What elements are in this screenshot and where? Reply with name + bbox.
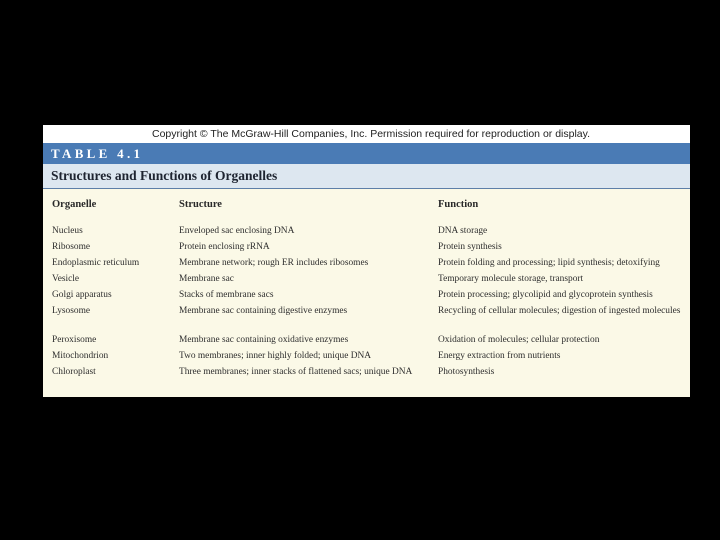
column-header-function: Function	[438, 199, 479, 210]
structure-cell: Protein enclosing rRNA	[179, 242, 270, 252]
table-title: Structures and Functions of Organelles	[43, 164, 690, 188]
column-header-organelle: Organelle	[52, 199, 97, 210]
function-cell: DNA storage	[438, 226, 488, 236]
column-header-structure: Structure	[179, 199, 222, 210]
structure-cell: Three membranes; inner stacks of flattened sacs; unique DNA	[179, 367, 413, 377]
organelle-cell: Endoplasmic reticulum	[52, 258, 140, 268]
function-cell: Recycling of cellular molecules; digestion of ingested molecules	[438, 306, 681, 316]
organelle-cell: Vesicle	[52, 274, 80, 284]
structure-cell: Membrane sac	[179, 274, 234, 284]
function-cell: Protein processing; glycolipid and glycoprotein synthesis	[438, 290, 653, 300]
organelle-cell: Golgi apparatus	[52, 290, 112, 300]
table-header-row	[43, 195, 690, 215]
structure-cell: Enveloped sac enclosing DNA	[179, 226, 295, 236]
function-cell: Energy extraction from nutrients	[438, 351, 561, 361]
organelle-cell: Chloroplast	[52, 367, 96, 377]
organelle-cell: Mitochondrion	[52, 351, 109, 361]
structure-cell: Membrane sac containing oxidative enzymes	[179, 335, 349, 345]
divider	[43, 188, 690, 189]
organelle-cell: Lysosome	[52, 306, 91, 316]
table-number: TABLE 4.1	[43, 143, 690, 164]
function-cell: Protein synthesis	[438, 242, 502, 252]
structure-cell: Two membranes; inner highly folded; unique DNA	[179, 351, 372, 361]
table-image	[43, 125, 690, 397]
function-cell: Photosynthesis	[438, 367, 495, 377]
function-cell: Temporary molecule storage, transport	[438, 274, 584, 284]
copyright-notice: Copyright © The McGraw-Hill Companies, Inc. Permission required for reproduction or display.	[43, 125, 690, 143]
organelle-cell: Nucleus	[52, 226, 83, 236]
organelle-cell: Peroxisome	[52, 335, 97, 345]
function-cell: Oxidation of molecules; cellular protection	[438, 335, 600, 345]
organelle-cell: Ribosome	[52, 242, 91, 252]
structure-cell: Stacks of membrane sacs	[179, 290, 274, 300]
function-cell: Protein folding and processing; lipid synthesis; detoxifying	[438, 258, 660, 268]
structure-cell: Membrane sac containing digestive enzymes	[179, 306, 348, 316]
structure-cell: Membrane network; rough ER includes ribosomes	[179, 258, 369, 268]
